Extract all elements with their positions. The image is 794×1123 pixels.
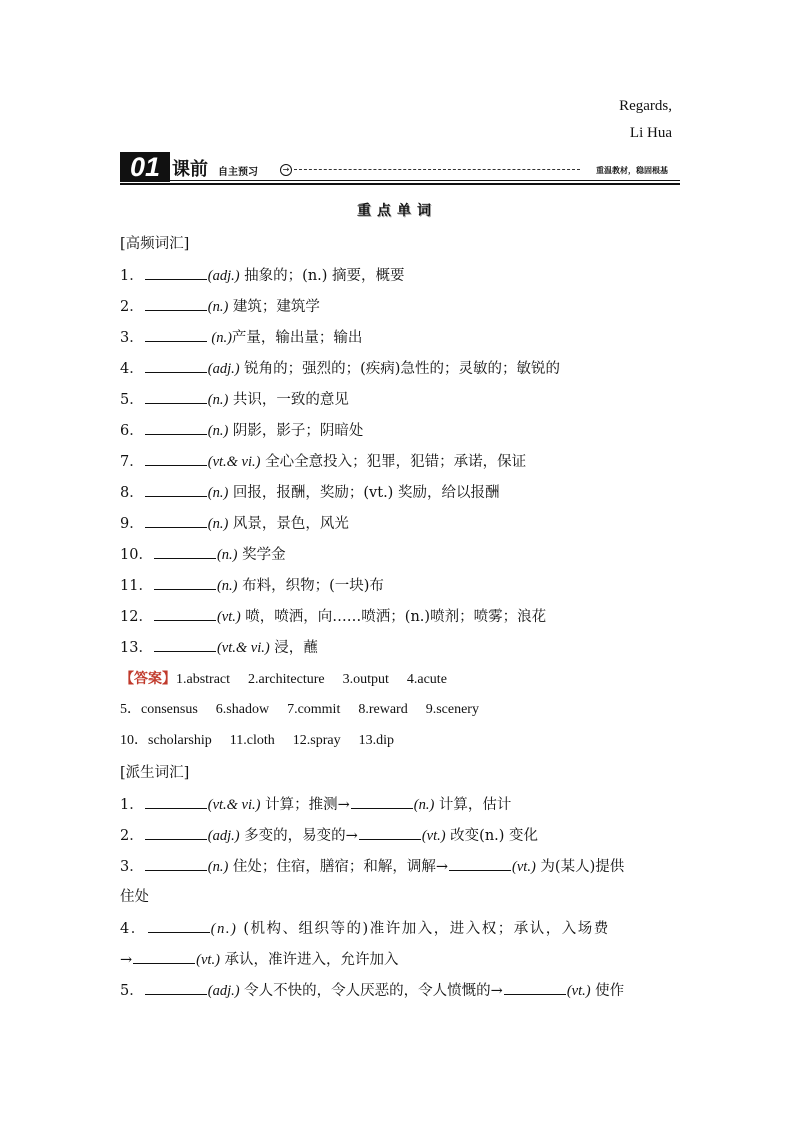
section-subtitle: 自主预习	[218, 167, 258, 178]
vocab-item	[120, 265, 680, 286]
part-of-speech: (n.)	[207, 485, 229, 501]
definition: 抽象的；(n.) 摘要，概要	[239, 268, 405, 284]
part-of-speech: (vt.)	[196, 952, 220, 968]
answer-item: 2.architecture	[248, 672, 325, 687]
definition: 计算；推测→	[260, 797, 350, 813]
answer-blank[interactable]	[449, 856, 511, 871]
part-of-speech: (vt.& vi.)	[207, 454, 261, 470]
part-of-speech: (n.)	[216, 547, 238, 563]
part-of-speech: (vt.)	[566, 983, 591, 999]
dashed-divider	[294, 169, 580, 170]
definition: 锐角的；强烈的；(疾病)急性的；灵敏的；敏锐的	[239, 361, 560, 377]
part-of-speech: (vt.& vi.)	[207, 797, 261, 813]
item-number: 10．	[120, 547, 153, 563]
part-of-speech: (n.)	[207, 330, 232, 346]
definition: 住处；住宿，膳宿；和解，调解→	[228, 859, 449, 875]
answer-item: 11.cloth	[229, 733, 275, 748]
part-of-speech: (n.)	[207, 299, 229, 315]
header-rule-thin	[170, 180, 680, 181]
definition: 为(某人)提供	[535, 859, 625, 875]
answer-item: 13.dip	[358, 733, 394, 748]
derived-label: [派生词汇]	[120, 765, 190, 781]
answer-blank[interactable]	[154, 544, 216, 559]
part-of-speech: (adj.)	[207, 828, 240, 844]
vocab-item	[120, 544, 680, 565]
definition: 多变的，易变的→	[239, 828, 358, 844]
answer-item: 10．scholarship	[120, 733, 212, 748]
answer-blank[interactable]	[145, 327, 207, 342]
answer-item: 4.acute	[406, 672, 447, 687]
arrow-icon: →	[120, 952, 133, 968]
definition: 浸，蘸	[269, 640, 318, 656]
item-number: 2．	[120, 828, 144, 844]
closing-text: Regards,	[619, 98, 672, 114]
part-of-speech: (n.)	[216, 578, 238, 594]
derived-item-3	[120, 856, 680, 877]
part-of-speech: (n.)	[210, 921, 238, 937]
section-header	[120, 152, 680, 184]
part-of-speech: (vt.)	[421, 828, 446, 844]
definition: 计算，估计	[434, 797, 512, 813]
section-number: 01	[120, 152, 170, 182]
definition: 共识，一致的意见	[228, 392, 349, 408]
answer-item: 1.abstract	[176, 672, 231, 687]
derived-item-1	[120, 794, 680, 815]
definition: 风景，景色，风光	[228, 516, 349, 532]
definition: 喷，喷洒，向……喷洒；(n.)喷剂；喷雾；浪花	[240, 609, 547, 625]
answer-blank[interactable]	[133, 949, 195, 964]
answer-blank[interactable]	[145, 296, 207, 311]
part-of-speech: (n.)	[207, 423, 229, 439]
part-of-speech: (adj.)	[207, 361, 240, 377]
part-of-speech: (vt.& vi.)	[216, 640, 270, 656]
vocab-item	[120, 389, 680, 410]
vocab-item	[120, 420, 680, 441]
item-number: 4．	[120, 361, 144, 377]
item-number: 7．	[120, 454, 144, 470]
derived-item-3-cont: 住处	[120, 889, 149, 905]
item-number: 1．	[120, 797, 144, 813]
section-title: 重点单词	[357, 203, 437, 219]
vocab-item	[120, 296, 680, 317]
answer-blank[interactable]	[154, 575, 216, 590]
answer-blank[interactable]	[145, 451, 207, 466]
part-of-speech: (n.)	[207, 392, 229, 408]
answer-row-1	[120, 669, 680, 690]
part-of-speech: (adj.)	[207, 268, 240, 284]
item-number: 13．	[120, 640, 153, 656]
answer-blank[interactable]	[154, 637, 216, 652]
item-number: 3．	[120, 859, 144, 875]
high-freq-label: [高频词汇]	[120, 236, 190, 252]
definition: 改变(n.) 变化	[445, 828, 539, 844]
answer-row-2	[120, 700, 680, 720]
item-number: 6．	[120, 423, 144, 439]
item-number: 2．	[120, 299, 144, 315]
answer-blank[interactable]	[145, 794, 207, 809]
definition: 使作	[590, 983, 625, 999]
answer-item: 12.spray	[292, 733, 341, 748]
header-tagline: 重温教材，稳固根基	[596, 166, 668, 175]
answer-row-3	[120, 731, 680, 751]
item-number: 5．	[120, 983, 144, 999]
answer-item: 7.commit	[287, 702, 341, 717]
vocab-item	[120, 513, 680, 534]
vocab-item	[120, 482, 680, 503]
answer-blank[interactable]	[351, 794, 413, 809]
definition: 产量，输出量；输出	[231, 330, 363, 346]
part-of-speech: (n.)	[207, 516, 229, 532]
derived-item-2	[120, 825, 680, 846]
item-number: 11．	[120, 578, 153, 594]
derived-item-4-cont	[120, 949, 680, 970]
vocab-item	[120, 358, 680, 379]
definition: 全心全意投入；犯罪，犯错；承诺，保证	[260, 454, 527, 470]
part-of-speech: (vt.)	[512, 859, 536, 875]
item-number: 8．	[120, 485, 144, 501]
item-number: 4．	[120, 921, 147, 937]
part-of-speech: (n.)	[207, 859, 229, 875]
item-number: 9．	[120, 516, 144, 532]
vocab-item	[120, 451, 680, 472]
answer-blank[interactable]	[145, 980, 207, 995]
vocab-item	[120, 637, 680, 658]
answer-blank[interactable]	[145, 482, 207, 497]
answer-item: 6.shadow	[215, 702, 270, 717]
section-stage: 课前	[172, 159, 208, 180]
answer-blank[interactable]	[145, 358, 207, 373]
arrow-circle-icon: →	[280, 164, 292, 176]
header-rule	[120, 183, 680, 185]
answer-blank[interactable]	[145, 389, 207, 404]
derived-item-5	[120, 980, 680, 1001]
item-number: 12．	[120, 609, 153, 625]
definition: 布料，织物；(一块)布	[237, 578, 384, 594]
vocab-item	[120, 575, 680, 596]
answer-item: 5．consensus	[120, 702, 198, 717]
answer-blank[interactable]	[145, 265, 207, 280]
part-of-speech: (vt.)	[216, 609, 241, 625]
part-of-speech: (adj.)	[207, 983, 240, 999]
definition: 承认，准许进入，允许加入	[219, 952, 399, 968]
answer-blank[interactable]	[148, 918, 210, 933]
vocab-item	[120, 606, 680, 627]
definition: 令人不快的，令人厌恶的，令人愤慨的→	[239, 983, 503, 999]
answer-blank[interactable]	[145, 856, 207, 871]
definition: 建筑；建筑学	[228, 299, 320, 315]
definition: 阴影，影子；阴暗处	[228, 423, 364, 439]
definition: 奖学金	[237, 547, 286, 563]
definition: (机构、组织等的)准许加入，进入权；承认，入场费	[237, 921, 610, 937]
answer-item: 8.reward	[358, 702, 408, 717]
answer-blank[interactable]	[359, 825, 421, 840]
answer-blank[interactable]	[504, 980, 566, 995]
item-number: 5．	[120, 392, 144, 408]
definition: 回报，报酬，奖励；(vt.) 奖励，给以报酬	[228, 485, 500, 501]
derived-item-4	[120, 918, 680, 939]
answer-blank[interactable]	[145, 825, 207, 840]
answer-item: 9.scenery	[425, 702, 479, 717]
answer-blank[interactable]	[145, 513, 207, 528]
item-number: 3．	[120, 330, 144, 346]
signature-name: Li Hua	[629, 125, 672, 141]
answer-tag: 【答案】	[120, 671, 176, 687]
item-number: 1．	[120, 268, 144, 284]
vocab-item	[120, 327, 680, 348]
part-of-speech: (n.)	[413, 797, 435, 813]
answer-blank[interactable]	[154, 606, 216, 621]
answer-blank[interactable]	[145, 420, 207, 435]
answer-item: 3.output	[342, 672, 389, 687]
